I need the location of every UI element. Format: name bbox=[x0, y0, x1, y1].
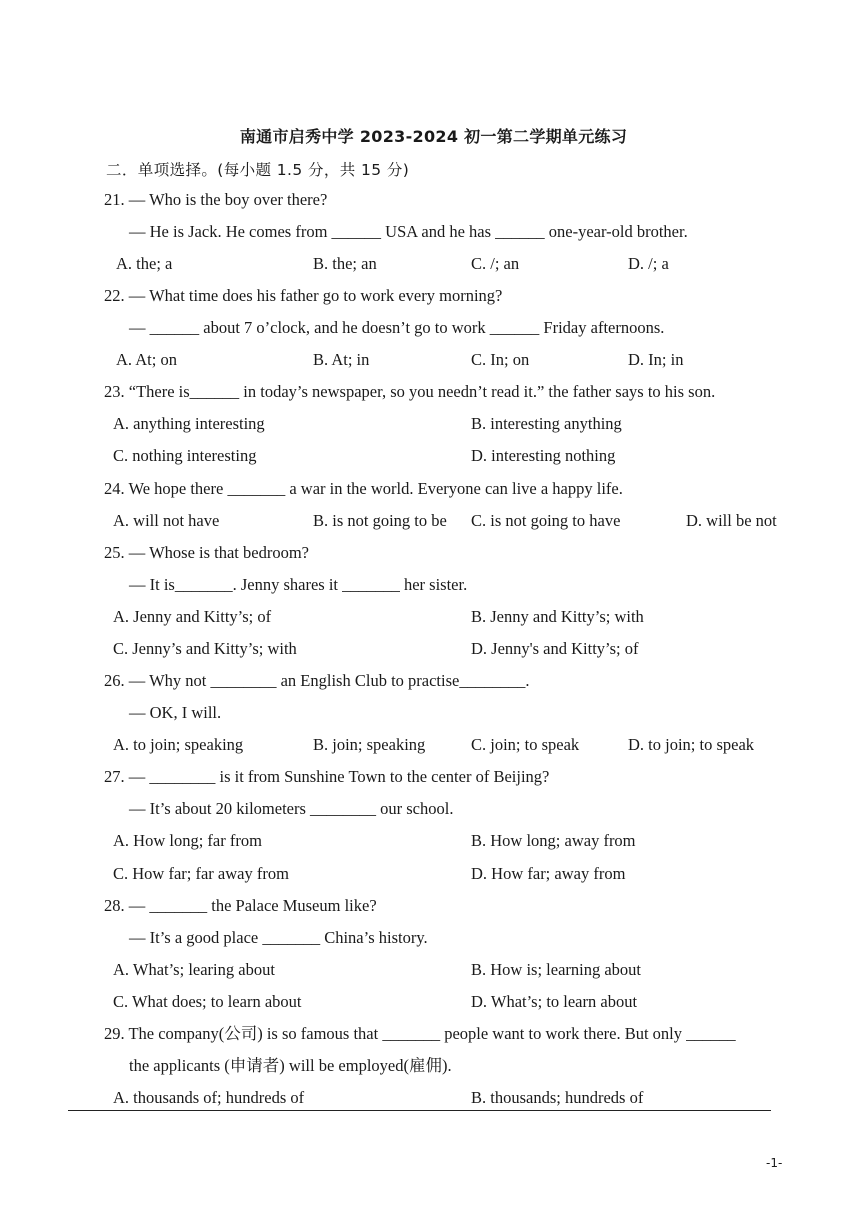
question-29-stem: 29. The company(公司) is so famous that _______ people want to work there. But only ______ bbox=[104, 1024, 736, 1043]
question-22-stem: 22. — What time does his father go to work every morning? bbox=[104, 286, 503, 305]
question-27-option-d: D. How far; away from bbox=[471, 864, 626, 883]
question-25-option-c: C. Jenny’s and Kitty’s; with bbox=[113, 639, 297, 658]
question-22-dialogue: — ______ about 7 o’clock, and he doesn’t go to work ______ Friday afternoons. bbox=[129, 318, 665, 337]
question-21-dialogue: — He is Jack. He comes from ______ USA and he has ______ one-year-old brother. bbox=[129, 222, 688, 241]
question-21-option-a: A. the; a bbox=[116, 254, 173, 273]
question-27-option-b: B. How long; away from bbox=[471, 831, 636, 850]
question-26-option-a: A. to join; speaking bbox=[113, 735, 244, 754]
question-21-option-b: B. the; an bbox=[313, 254, 377, 273]
question-21-option-c: C. /; an bbox=[471, 254, 520, 273]
question-24-stem: 24. We hope there _______ a war in the world. Everyone can live a happy life. bbox=[104, 479, 623, 498]
question-27-option-a: A. How long; far from bbox=[113, 831, 262, 850]
question-21-option-d: D. /; a bbox=[628, 254, 669, 273]
question-27-dialogue: — It’s about 20 kilometers ________ our school. bbox=[129, 799, 454, 818]
question-25-option-a: A. Jenny and Kitty’s; of bbox=[113, 607, 272, 626]
question-23-option-a: A. anything interesting bbox=[113, 414, 265, 433]
question-22-option-c: C. In; on bbox=[471, 350, 530, 369]
question-25-option-b: B. Jenny and Kitty’s; with bbox=[471, 607, 644, 626]
exam-title: 南通市启秀中学 2023-2024 初一第二学期单元练习 bbox=[239, 127, 628, 146]
question-26-dialogue: — OK, I will. bbox=[129, 703, 222, 722]
question-22-option-a: A. At; on bbox=[116, 350, 177, 369]
question-28-option-d: D. What’s; to learn about bbox=[471, 992, 638, 1011]
question-27-option-c: C. How far; far away from bbox=[113, 864, 289, 883]
footer-divider bbox=[68, 1110, 771, 1111]
question-23-option-b: B. interesting anything bbox=[471, 414, 622, 433]
question-26-stem: 26. — Why not ________ an English Club to practise________. bbox=[104, 671, 530, 690]
question-26-option-c: C. join; to speak bbox=[471, 735, 580, 754]
question-25-stem: 25. — Whose is that bedroom? bbox=[104, 543, 309, 562]
question-22-option-b: B. At; in bbox=[313, 350, 370, 369]
question-23-option-c: C. nothing interesting bbox=[113, 446, 257, 465]
page-number: -1- bbox=[766, 1156, 783, 1170]
question-24-option-c: C. is not going to have bbox=[471, 511, 621, 530]
question-28-option-a: A. What’s; learing about bbox=[113, 960, 275, 979]
question-28-option-b: B. How is; learning about bbox=[471, 960, 642, 979]
question-22-option-d: D. In; in bbox=[628, 350, 684, 369]
question-24-option-b: B. is not going to be bbox=[313, 511, 447, 530]
question-26-option-d: D. to join; to speak bbox=[628, 735, 755, 754]
question-21-stem: 21. — Who is the boy over there? bbox=[104, 190, 328, 209]
question-24-option-a: A. will not have bbox=[113, 511, 220, 530]
question-29-option-b: B. thousands; hundreds of bbox=[471, 1088, 644, 1107]
question-25-option-d: D. Jenny's and Kitty’s; of bbox=[471, 639, 639, 658]
question-27-stem: 27. — ________ is it from Sunshine Town to the center of Beijing? bbox=[104, 767, 550, 786]
question-28-stem: 28. — _______ the Palace Museum like? bbox=[104, 896, 377, 915]
question-29-stem-continued: the applicants (申请者) will be employed(雇佣). bbox=[129, 1056, 452, 1075]
question-28-dialogue: — It’s a good place _______ China’s history. bbox=[129, 928, 428, 947]
question-29-option-a: A. thousands of; hundreds of bbox=[113, 1088, 305, 1107]
question-23-stem: 23. “There is______ in today’s newspaper, so you needn’t read it.” the father says to his son. bbox=[104, 382, 716, 401]
question-26-option-b: B. join; speaking bbox=[313, 735, 426, 754]
question-23-option-d: D. interesting nothing bbox=[471, 446, 616, 465]
question-28-option-c: C. What does; to learn about bbox=[113, 992, 302, 1011]
question-24-option-d: D. will be not bbox=[686, 511, 777, 530]
section-header: 二．单项选择。(每小题 1.5 分，共 15 分) bbox=[106, 161, 410, 179]
question-25-dialogue: — It is_______. Jenny shares it _______ her sister. bbox=[129, 575, 468, 594]
